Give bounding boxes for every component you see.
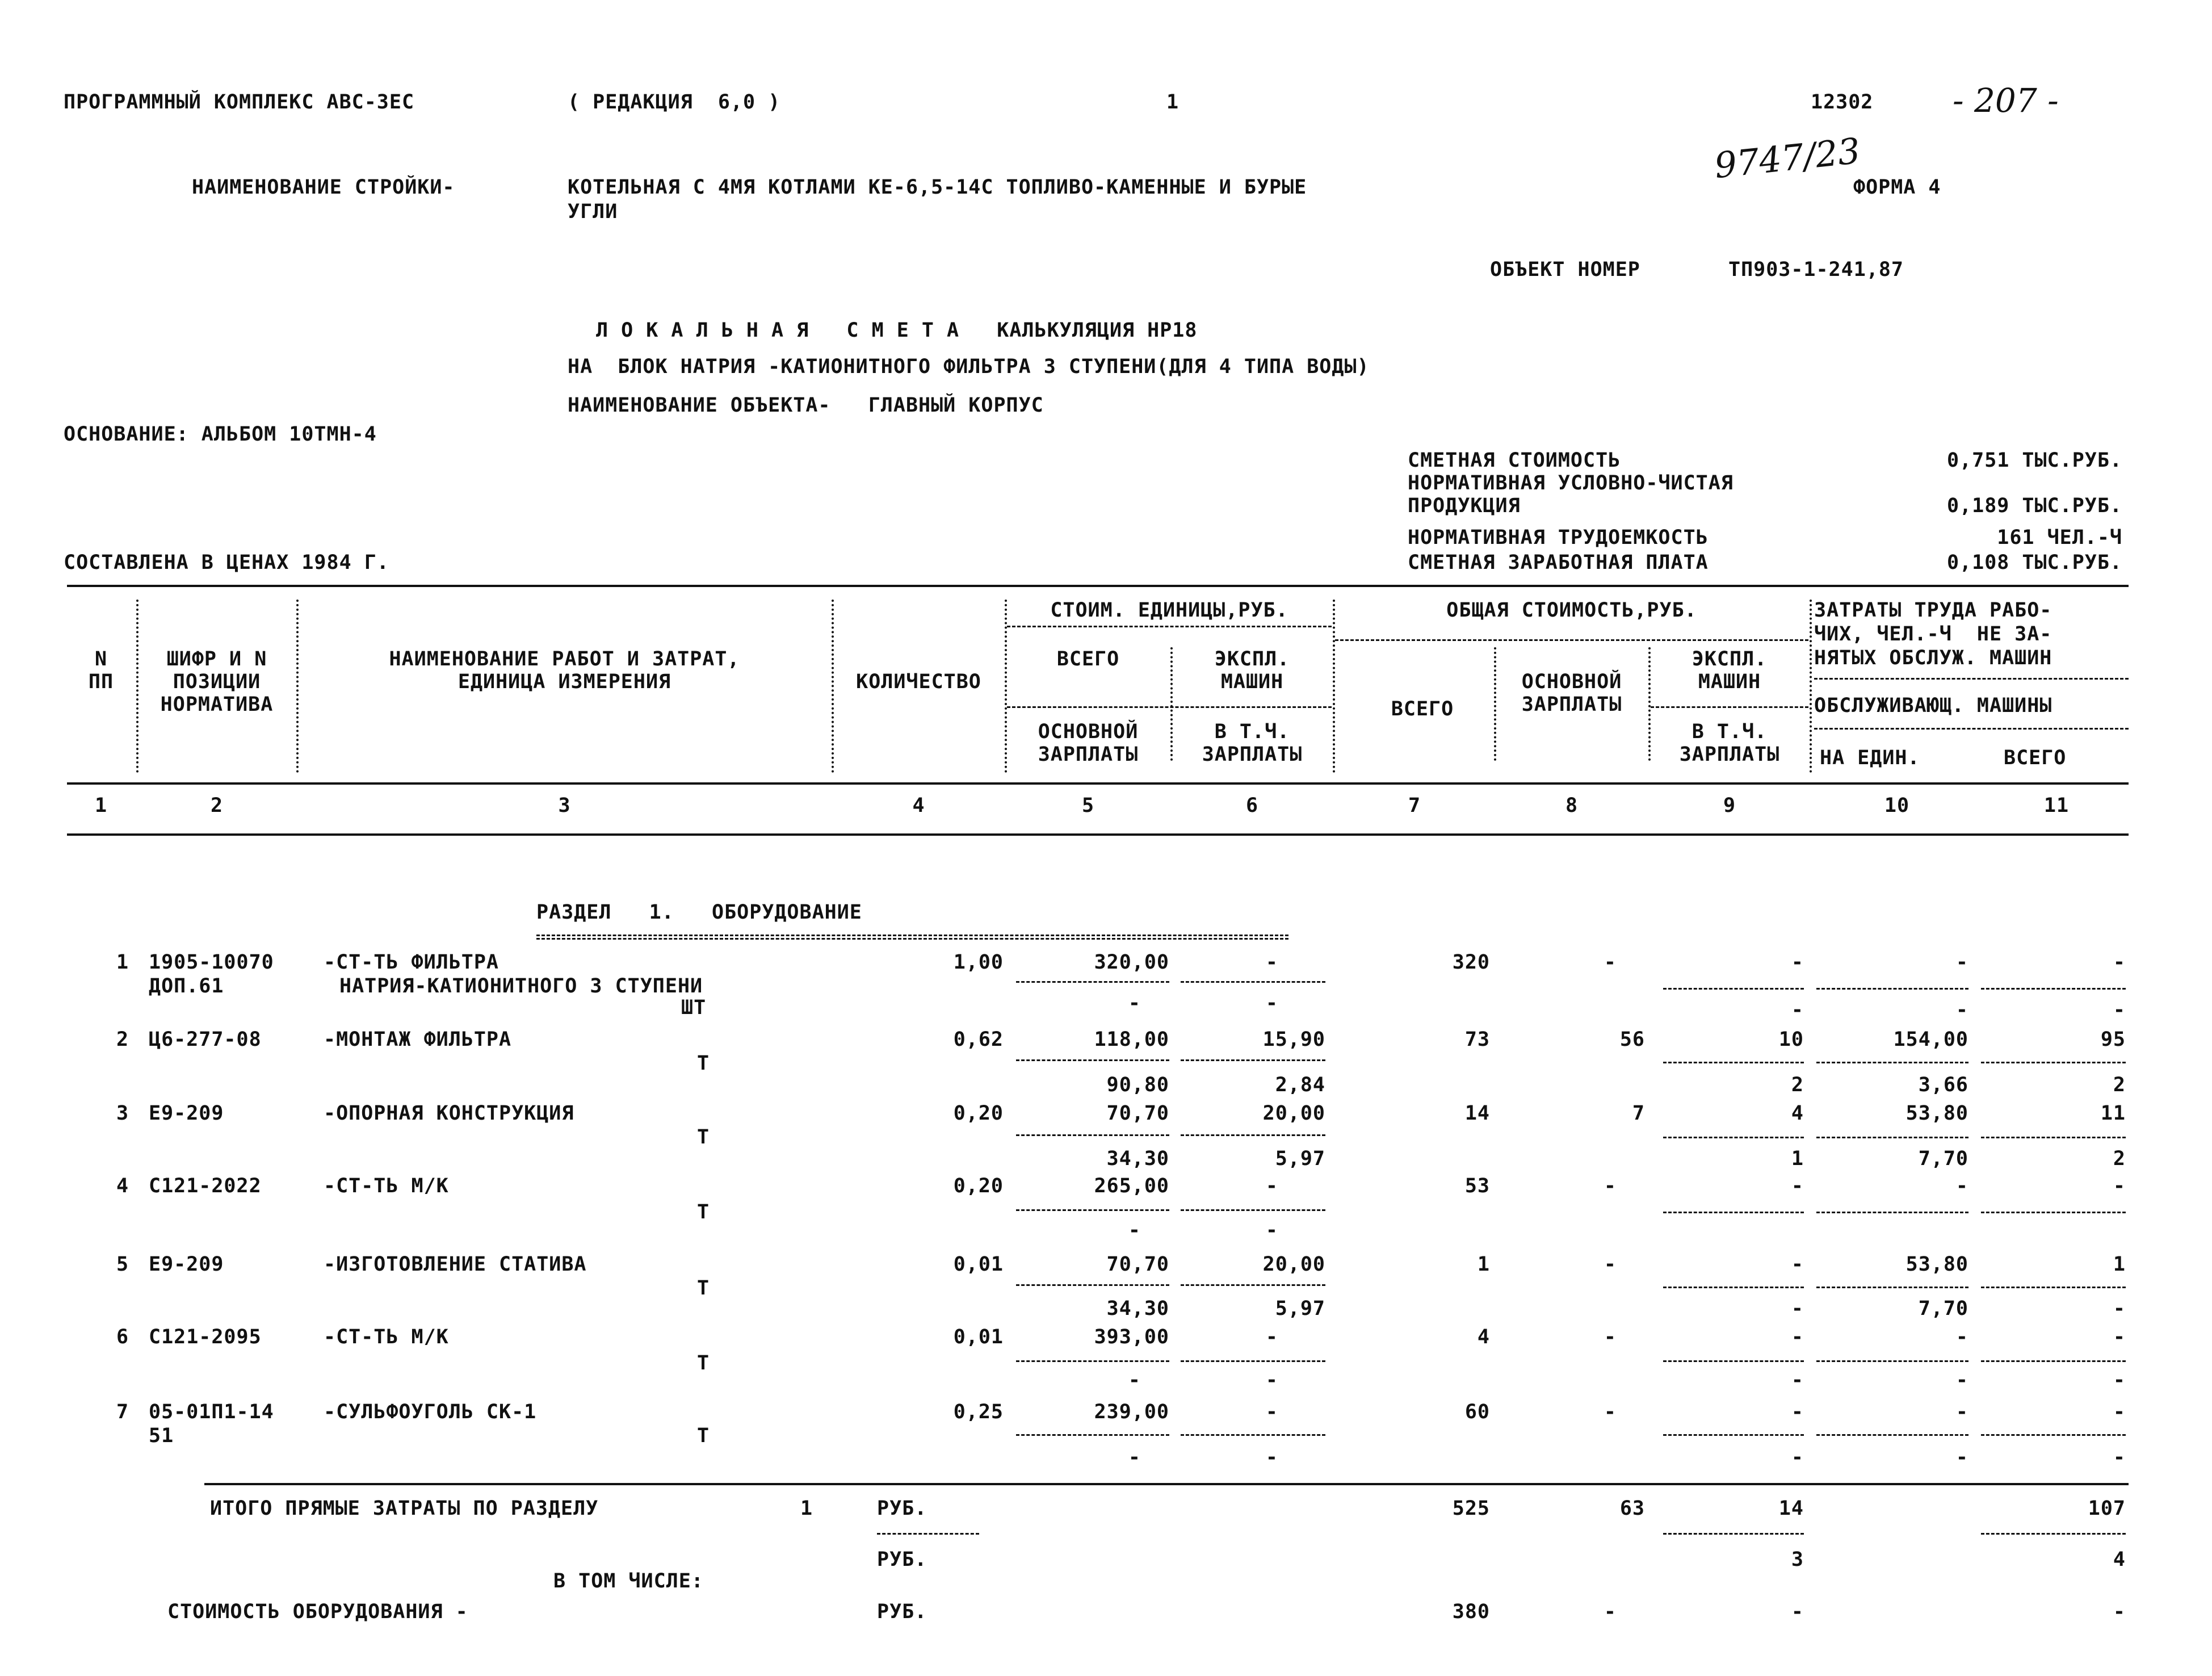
row-labor-unit-2: - [1955,1369,1968,1392]
row-labor-unit: 53,80 [1905,1253,1968,1276]
cell-rule [877,1533,979,1535]
cell-rule [1981,1434,2126,1436]
row-number: 5 [116,1253,129,1276]
row-total-mwage: - [1791,1297,1804,1320]
cell-rule [1981,1287,2126,1288]
row-total: 320 [1452,951,1490,974]
cell-rule [1181,1360,1325,1362]
row-unit-total: 70,70 [1106,1102,1169,1125]
equipment-labor: - [2113,1600,2126,1623]
cell-rule [1181,1434,1325,1436]
row-labor-unit: 53,80 [1905,1102,1968,1125]
table-header-end-rule [67,833,2129,836]
row-unit-mach: - [1265,951,1278,974]
col-header-labor-unit: НА ЕДИН. [1820,747,1920,769]
row-labor-total: - [2113,951,2126,974]
col-header-unit-wage: ОСНОВНОЙ [1038,720,1139,743]
cell-rule [1981,1137,2126,1138]
row-labor-unit: - [1955,1326,1968,1348]
row-labor-total-2: - [2113,1446,2126,1469]
row-unit-mwage: 5,97 [1275,1297,1325,1320]
summary-label: НОРМАТИВНАЯ УСЛОВНО-ЧИСТАЯ [1408,472,1733,495]
cell-rule [1816,1287,1968,1288]
edition: ( РЕДАКЦИЯ 6,0 ) [568,91,781,114]
basis: ОСНОВАНИЕ: АЛЬБОМ 10ТМН-4 [64,423,377,446]
col-header-n: N [94,648,108,671]
cell-rule [1981,1062,2126,1063]
row-total-wage: 56 [1619,1028,1645,1051]
row-total: 60 [1464,1401,1490,1423]
header-rule [1814,678,2129,680]
row-name: -ИЗГОТОВЛЕНИЕ СТАТИВА [324,1253,587,1276]
row-unit-wage: 90,80 [1106,1074,1169,1096]
col-number: 5 [1081,794,1095,817]
col-header-unit-mach: ЭКСПЛ. [1214,648,1290,671]
row-name: -СТ-ТЬ М/К [324,1326,449,1348]
equipment-cost: 380 [1452,1600,1490,1623]
row-total-wage: - [1604,1175,1617,1197]
object-number: ТП903-1-241,87 [1728,258,1904,281]
row-unit-mach: 20,00 [1262,1102,1325,1125]
cell-rule [1016,1209,1169,1211]
page-number: 1 [1166,91,1180,114]
col-header-code: ПОЗИЦИИ [173,671,261,693]
row-total: 1 [1477,1253,1490,1276]
row-unit-total: 118,00 [1094,1028,1169,1051]
row-number: 6 [116,1326,129,1348]
construction-label: НАИМЕНОВАНИЕ СТРОЙКИ- [192,176,455,199]
program-name: ПРОГРАММНЫЙ КОМПЛЕКС АВС-3ЕС [64,91,415,114]
column-divider [1810,600,1812,773]
cell-rule [1663,1434,1804,1436]
cell-rule [1016,1059,1169,1061]
including-label: В ТОМ ЧИСЛЕ: [553,1570,704,1593]
summary-value: 0,108 ТЫС.РУБ. [1946,551,2122,574]
object-name: НАИМЕНОВАНИЕ ОБЪЕКТА- ГЛАВНЫЙ КОРПУС [568,394,1044,417]
col-number: 8 [1565,794,1579,817]
col-number: 10 [1884,794,1910,817]
cell-rule [1663,1360,1804,1362]
cell-rule [1181,1059,1325,1061]
summary-label: СМЕТНАЯ ЗАРАБОТНАЯ ПЛАТА [1408,551,1709,574]
row-unit-total: 320,00 [1094,951,1169,974]
row-unit: ШТ [681,996,707,1019]
cell-rule [1816,1137,1968,1138]
row-labor-unit-2: - [1955,999,1968,1021]
row-labor-unit-2: 3,66 [1918,1074,1968,1096]
row-name-cont: НАТРИЯ-КАТИОНИТНОГО 3 СТУПЕНИ [339,975,703,998]
row-unit-total: 393,00 [1094,1326,1169,1348]
totals-unit: РУБ. [877,1497,927,1520]
col-header-labor-total: ВСЕГО [2004,747,2067,769]
row-labor-total: 1 [2113,1253,2126,1276]
totals-mach-wage: 3 [1791,1548,1804,1571]
row-labor-total: 11 [2100,1102,2126,1125]
col-header-code: НОРМАТИВА [160,693,274,716]
col-header-unit-total: ВСЕГО [1056,648,1120,671]
row-total-mwage: - [1791,1446,1804,1469]
table-top-rule [67,585,2129,587]
row-code-suffix: ДОП.61 [149,975,224,998]
row-total-mach: 10 [1778,1028,1804,1051]
row-total: 73 [1464,1028,1490,1051]
col-header-total-mach: ЭКСПЛ. [1691,648,1768,671]
header-rule [1335,639,1808,641]
row-unit-total: 70,70 [1106,1253,1169,1276]
cell-rule [1981,1533,2126,1535]
row-unit: Т [697,1201,710,1224]
row-unit-wage: 34,30 [1106,1297,1169,1320]
row-total-mach: - [1791,1401,1804,1423]
col-header-code: ШИФР И N [166,648,267,671]
row-code: Е9-209 [149,1102,224,1125]
header-rule [1007,706,1332,708]
cell-rule [1663,1212,1804,1213]
cell-rule [1181,1284,1325,1286]
equipment-unit: РУБ. [877,1600,927,1623]
construction-name: КОТЕЛЬНАЯ С 4МЯ КОТЛАМИ КЕ-6,5-14С ТОПЛИВО-КАМЕННЫЕ И БУРЫЕ [568,176,1307,199]
row-name: -МОНТАЖ ФИЛЬТРА [324,1028,512,1051]
row-unit-mach: - [1265,1401,1278,1423]
row-labor-unit: - [1955,1401,1968,1423]
col-number: 11 [2043,794,2070,817]
summary-label: ПРОДУКЦИЯ [1408,495,1521,517]
row-qty: 0,20 [953,1175,1004,1197]
row-total: 14 [1464,1102,1490,1125]
cell-rule [1663,1287,1804,1288]
header-rule [1814,728,2129,730]
row-qty: 0,20 [953,1102,1004,1125]
row-total: 4 [1477,1326,1490,1348]
row-unit: Т [697,1126,710,1149]
col-header-total-mwage: В Т.Ч. [1691,720,1768,743]
row-unit-mach: - [1265,1175,1278,1197]
row-total-wage: - [1604,1253,1617,1276]
handwritten-ref: 9747/23 [1712,129,1862,187]
row-code: С121-2022 [149,1175,262,1197]
col-header-total-wage: ОСНОВНОЙ [1521,671,1622,693]
row-labor-unit: 154,00 [1893,1028,1968,1051]
col-number: 1 [94,794,108,817]
equipment-label: СТОИМОСТЬ ОБОРУДОВАНИЯ - [167,1600,468,1623]
cell-rule [1816,1360,1968,1362]
row-labor-total: - [2113,1401,2126,1423]
row-name: -ОПОРНАЯ КОНСТРУКЦИЯ [324,1102,574,1125]
row-total-wage: - [1604,1326,1617,1348]
row-labor-total-2: - [2113,999,2126,1021]
cell-rule [1816,1212,1968,1213]
row-qty: 0,01 [953,1253,1004,1276]
row-unit-wage: - [1128,1369,1141,1392]
col-number: 3 [558,794,571,817]
row-qty: 1,00 [953,951,1004,974]
row-name: -СТ-ТЬ ФИЛЬТРА [324,951,500,974]
row-unit: Т [697,1277,710,1300]
totals-mach: 14 [1778,1497,1804,1520]
col-header-name: ЕДИНИЦА ИЗМЕРЕНИЯ [457,671,671,693]
row-labor-total-2: 2 [2113,1074,2126,1096]
row-number: 1 [116,951,129,974]
row-qty: 0,01 [953,1326,1004,1348]
cell-rule [1663,1062,1804,1063]
totals-cost: 525 [1452,1497,1490,1520]
row-number: 4 [116,1175,129,1197]
row-unit-mwage: - [1265,1219,1278,1242]
group-header-labor: ЗАТРАТЫ ТРУДА РАБО- [1814,599,2052,622]
cell-rule [1016,1434,1169,1436]
row-total-wage: - [1604,1401,1617,1423]
group-header-unit-cost: СТОИМ. ЕДИНИЦЫ,РУБ. [1050,599,1288,622]
row-code: Ц6-277-08 [149,1028,262,1051]
cell-rule [1663,988,1804,990]
row-total-mach: - [1791,951,1804,974]
row-unit-wage: - [1128,992,1141,1015]
row-code: 1905-10070 [149,951,274,974]
cell-rule [1016,1134,1169,1136]
row-number: 7 [116,1401,129,1423]
row-qty: 0,62 [953,1028,1004,1051]
group-header-labor: НЯТЫХ ОБСЛУЖ. МАШИН [1814,647,2052,669]
row-unit-wage: - [1128,1446,1141,1469]
totals-wage: 63 [1619,1497,1645,1520]
column-divider [1333,600,1335,773]
col-number: 9 [1723,794,1736,817]
prices-year: СОСТАВЛЕНА В ЦЕНАХ 1984 Г. [64,551,389,574]
row-labor-unit: - [1955,951,1968,974]
cell-rule [1181,981,1325,983]
row-total-mach: - [1791,1253,1804,1276]
row-labor-unit-2: - [1955,1446,1968,1469]
summary-value: 0,189 ТЫС.РУБ. [1946,495,2122,517]
cell-rule [1016,1360,1169,1362]
header-rule [1007,626,1332,627]
equipment-mach: - [1791,1600,1804,1623]
col-header-n: ПП [88,671,114,693]
row-code-suffix: 51 [149,1424,174,1447]
section-title: РАЗДЕЛ 1. ОБОРУДОВАНИЕ [536,901,862,924]
doc-code: 12302 [1811,91,1874,114]
totals-labor-2: 4 [2113,1548,2126,1571]
row-unit-mwage: - [1265,992,1278,1015]
totals-label: ИТОГО ПРЯМЫЕ ЗАТРАТЫ ПО РАЗДЕЛУ [210,1497,599,1520]
cell-rule [1981,1360,2126,1362]
cell-rule [1663,1533,1804,1535]
row-labor-total: 95 [2100,1028,2126,1051]
row-labor-unit-2: 7,70 [1918,1147,1968,1170]
row-labor-total-2: - [2113,1297,2126,1320]
row-total-mwage: - [1791,999,1804,1021]
row-total-mwage: - [1791,1369,1804,1392]
row-qty: 0,25 [953,1401,1004,1423]
row-unit-mach: 20,00 [1262,1253,1325,1276]
row-unit: Т [697,1352,710,1375]
row-unit-mwage: 2,84 [1275,1074,1325,1096]
col-header-total-mach: МАШИН [1698,671,1761,693]
summary-label: СМЕТНАЯ СТОИМОСТЬ [1408,449,1621,472]
row-labor-total: - [2113,1326,2126,1348]
row-code: Е9-209 [149,1253,224,1276]
cell-rule [1816,988,1968,990]
col-header-qty: КОЛИЧЕСТВО [856,671,981,693]
row-labor-total: - [2113,1175,2126,1197]
header-rule [1651,706,1808,708]
row-unit-wage: - [1128,1219,1141,1242]
cell-rule [1016,981,1169,983]
object-number-label: ОБЪЕКТ НОМЕР [1490,258,1640,281]
row-unit-mwage: - [1265,1446,1278,1469]
col-header-unit-wage: ЗАРПЛАТЫ [1038,743,1139,766]
row-unit-mach: - [1265,1326,1278,1348]
row-labor-unit: - [1955,1175,1968,1197]
row-total: 53 [1464,1175,1490,1197]
header-bottom-rule [67,782,2129,785]
row-code: 05-01П1-14 [149,1401,274,1423]
group-header-labor: ОБСЛУЖИВАЮЩ. МАШИНЫ [1814,694,2052,717]
row-total-wage: - [1604,951,1617,974]
row-unit-wage: 34,30 [1106,1147,1169,1170]
document-title: Л О К А Л Ь Н А Я С М Е Т А КАЛЬКУЛЯЦИЯ НР18 [596,319,1198,342]
section-underline [536,935,1288,940]
row-unit-mwage: 5,97 [1275,1147,1325,1170]
row-total-mwage: 1 [1791,1147,1804,1170]
row-unit-total: 239,00 [1094,1401,1169,1423]
cell-rule [1181,1209,1325,1211]
cell-rule [1981,988,2126,990]
construction-name-cont: УГЛИ [568,200,618,223]
row-unit-mach: 15,90 [1262,1028,1325,1051]
row-number: 2 [116,1028,129,1051]
row-labor-unit-2: 7,70 [1918,1297,1968,1320]
row-name: -СУЛЬФОУГОЛЬ СК-1 [324,1401,537,1423]
cell-rule [1663,1137,1804,1138]
col-header-total-mwage: ЗАРПЛАТЫ [1679,743,1780,766]
group-header-total-cost: ОБЩАЯ СТОИМОСТЬ,РУБ. [1446,599,1697,622]
row-unit-total: 265,00 [1094,1175,1169,1197]
summary-value: 0,751 ТЫС.РУБ. [1946,449,2122,472]
col-header-unit-mach: МАШИН [1220,671,1284,693]
summary-label: НОРМАТИВНАЯ ТРУДОЕМКОСТЬ [1408,526,1709,549]
row-total-mwage: 2 [1791,1074,1804,1096]
totals-section-number: 1 [800,1497,813,1520]
totals-unit-2: РУБ. [877,1548,927,1571]
row-unit: Т [697,1424,710,1447]
form-label: ФОРМА 4 [1853,176,1941,199]
col-header-unit-mwage: ЗАРПЛАТЫ [1202,743,1303,766]
totals-labor: 107 [2088,1497,2126,1520]
col-header-total: ВСЕГО [1391,698,1454,720]
totals-rule [204,1483,2129,1485]
row-name: -СТ-ТЬ М/К [324,1175,449,1197]
row-unit-mwage: - [1265,1369,1278,1392]
document-subject: НА БЛОК НАТРИЯ -КАТИОНИТНОГО ФИЛЬТРА 3 СТУПЕНИ(ДЛЯ 4 ТИПА ВОДЫ) [568,355,1370,378]
col-header-name: НАИМЕНОВАНИЕ РАБОТ И ЗАТРАТ, [389,648,740,671]
summary-value: 161 ЧЕЛ.-Ч [1997,526,2122,549]
group-header-labor: ЧИХ, ЧЕЛ.-Ч НЕ ЗА- [1814,623,2052,646]
col-number: 6 [1245,794,1259,817]
row-total-mach: - [1791,1326,1804,1348]
col-number: 2 [210,794,224,817]
cell-rule [1816,1062,1968,1063]
row-unit: Т [697,1052,710,1075]
row-labor-total-2: - [2113,1369,2126,1392]
sheet-number: - 207 - [1953,81,2059,120]
col-header-total-wage: ЗАРПЛАТЫ [1521,693,1622,716]
row-total-mach: 4 [1791,1102,1804,1125]
row-code: С121-2095 [149,1326,262,1348]
col-number: 4 [912,794,925,817]
cell-rule [1181,1134,1325,1136]
cell-rule [1016,1284,1169,1286]
col-header-unit-mwage: В Т.Ч. [1214,720,1290,743]
equipment-wage: - [1604,1600,1617,1623]
row-labor-total-2: 2 [2113,1147,2126,1170]
cell-rule [1816,1434,1968,1436]
row-number: 3 [116,1102,129,1125]
col-number: 7 [1408,794,1421,817]
row-total-mach: - [1791,1175,1804,1197]
cell-rule [1981,1212,2126,1213]
row-total-wage: 7 [1632,1102,1645,1125]
